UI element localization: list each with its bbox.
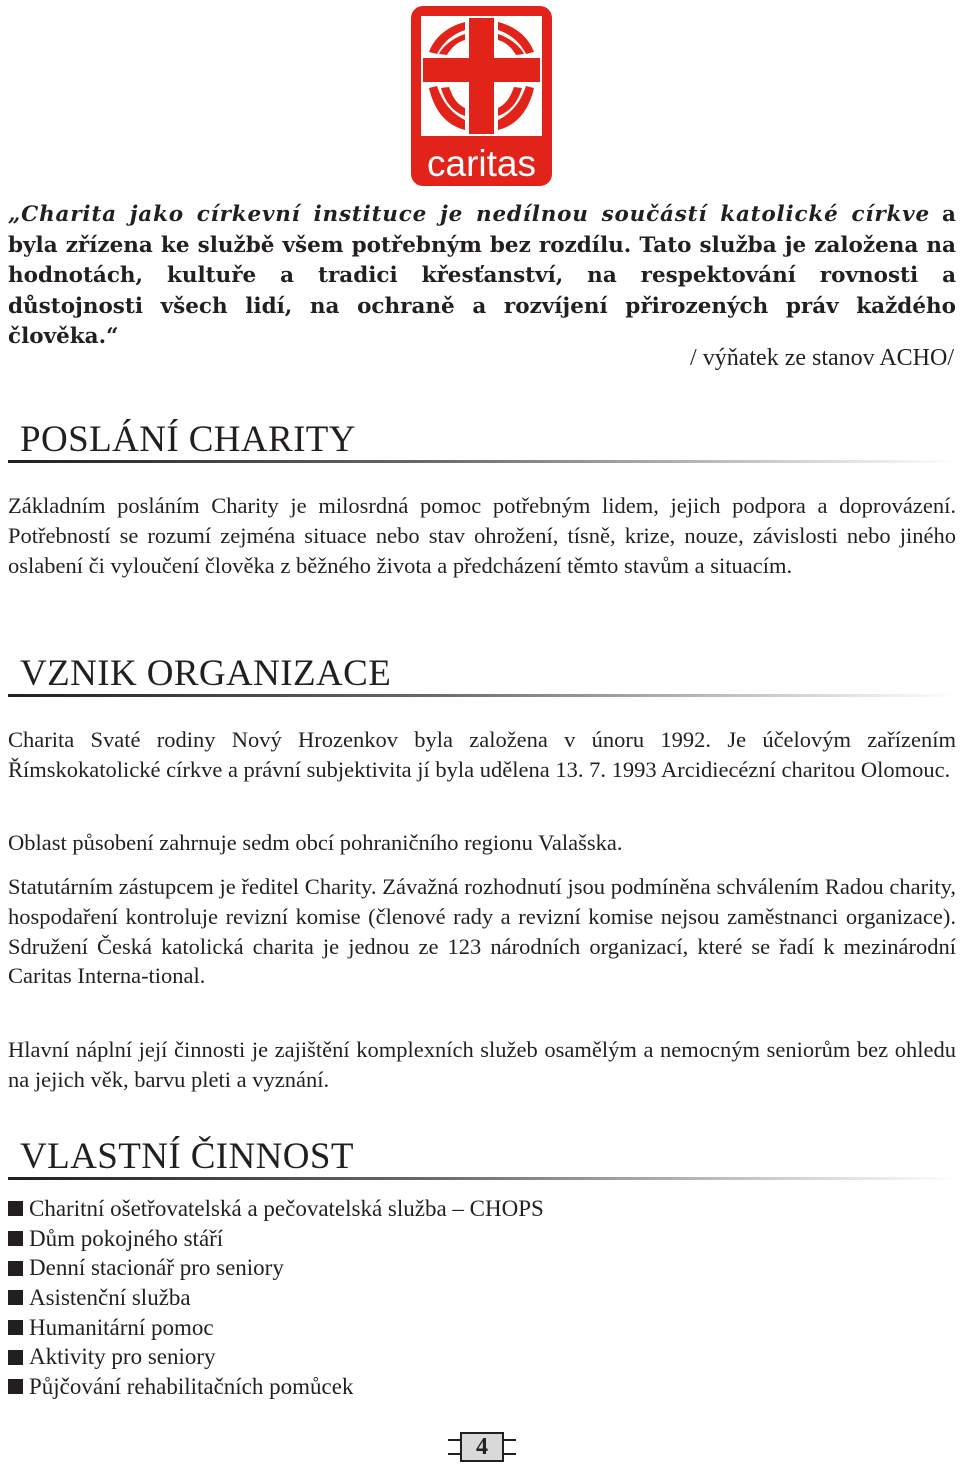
origin-paragraph-3: Statutárním zástupcem je ředitel Charity. Závažná rozhodnutí jsou podmíněna schválením Radou charity, hospodaření kontroluje revizní komise (členové rady a revizní komise nejsou zaměstnanci organizace). Sdružení Česká katolická charita je jednou ze 123 národních organizací, které se řadí k mezinárodní Caritas Interna-tional. (8, 874, 956, 989)
quote-source: / výňatek ze stanov ACHO/ (690, 345, 954, 371)
origin-paragraph-4: Hlavní náplní její činnosti je zajištění komplexních služeb osamělým a nemocným seniorům bez ohledu na jejich věk, barvu pleti a vyznání. (8, 1037, 956, 1092)
list-item-label: Aktivity pro seniory (29, 1344, 216, 1370)
activities-title: VLASTNÍ ČINNOST (20, 1136, 354, 1177)
list-item-label: Půjčování rehabilitačních pomůcek (29, 1373, 354, 1399)
heading-rule (8, 694, 958, 697)
list-item (8, 1253, 544, 1283)
quote-body: a byla zřízena ke službě všem potřebným bez rozdílu. Tato služba je založena na hodnotách, kultuře a tradici křesťanství, na respektování rovnosti a důstojnosti všech lidí, na ochraně a rozvíjení přirozených práv každého člověka.“ (8, 202, 956, 349)
list-item (8, 1194, 544, 1224)
list-item-label: Charitní ošetřovatelská a pečovatelská služba – CHOPS (29, 1195, 544, 1221)
bullet-square-icon (8, 1201, 23, 1216)
list-item (8, 1342, 544, 1372)
origin-title: VZNIK ORGANIZACE (20, 653, 392, 694)
logo-wordmark: caritas (427, 143, 536, 184)
origin-paragraph-1: Charita Svaté rodiny Nový Hrozenkov byla založena v únoru 1992. Je účelovým zařízením Římskokatolické církve a právní subjektivita jí byla udělena 13. 7. 1993 Arcidiecézní charitou Olomouc. (8, 727, 956, 782)
heading-rule (8, 1177, 958, 1180)
origin-heading (8, 653, 958, 697)
page-number-ornament (504, 1439, 516, 1455)
founding-quote (8, 200, 956, 353)
page-number-box (448, 1432, 516, 1462)
list-item (8, 1224, 544, 1254)
caritas-logo (409, 4, 554, 188)
list-item (8, 1283, 544, 1313)
list-item-label: Dům pokojného stáří (29, 1225, 224, 1251)
mission-text: Základním posláním Charity je milosrdná pomoc potřebným lidem, jejich podpora a doprovázení. Potřebností se rozumí zejména situace nebo stav ohrožení, tísně, krize, nouze, závislosti nebo jiného oslabení či vyloučení člověka z běžného života a předcházení těmto stavům a situacím. (8, 493, 956, 578)
bullet-square-icon (8, 1320, 23, 1335)
bullet-square-icon (8, 1290, 23, 1305)
page-number: 4 (460, 1432, 504, 1462)
list-item (8, 1372, 544, 1402)
list-item-label: Asistenční služba (29, 1284, 191, 1310)
origin-paragraph-2: Oblast působení zahrnuje sedm obcí pohraničního regionu Valašska. (8, 830, 623, 855)
page-number-ornament (448, 1439, 460, 1455)
quote-lead: „Charita jako církevní instituce je nedílnou součástí katolické církve (8, 202, 930, 227)
list-item-label: Denní stacionář pro seniory (29, 1255, 284, 1281)
mission-heading (8, 419, 958, 463)
bullet-square-icon (8, 1261, 23, 1276)
activities-list (8, 1194, 544, 1402)
bullet-square-icon (8, 1350, 23, 1365)
list-item (8, 1313, 544, 1343)
heading-rule (8, 460, 958, 463)
mission-title: POSLÁNÍ CHARITY (20, 419, 356, 460)
activities-heading (8, 1136, 958, 1180)
bullet-square-icon (8, 1231, 23, 1246)
list-item-label: Humanitární pomoc (29, 1314, 214, 1340)
bullet-square-icon (8, 1379, 23, 1394)
